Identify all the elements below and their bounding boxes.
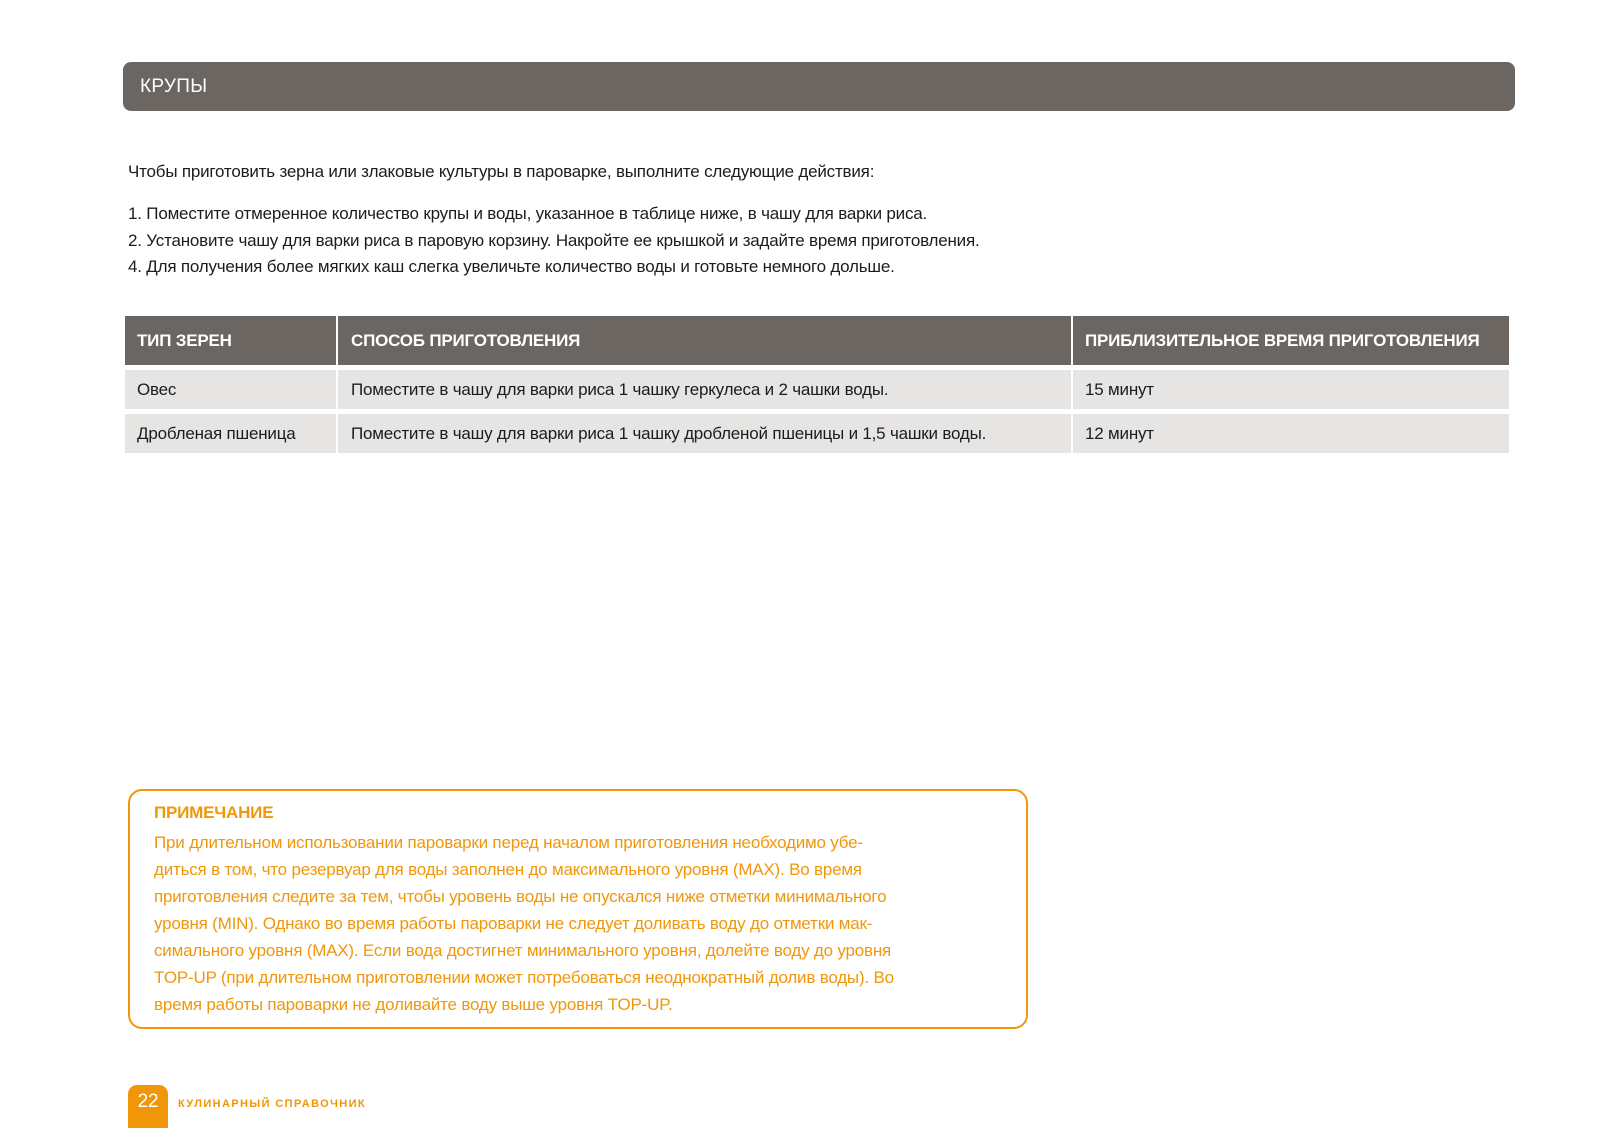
table-header-method: СПОСОБ ПРИГОТОВЛЕНИЯ (338, 316, 1071, 365)
note-text-line: симального уровня (MAX). Если вода достигнет минимального уровня, долейте воду до уровня (154, 941, 892, 960)
note-text-line: TOP-UP (при длительном приготовлении может потребоваться неоднократный долив воды). Во (154, 968, 894, 987)
table-cell-method: Поместите в чашу для варки риса 1 чашку дробленой пшеницы и 1,5 чашки воды. (338, 414, 1071, 453)
page-number: 22 (137, 1091, 159, 1112)
instruction-steps (128, 201, 980, 281)
page-number-tab (128, 1085, 168, 1128)
table-cell-grain: Дробленая пшеница (125, 414, 336, 453)
note-text-line: приготовления следите за тем, чтобы уровень воды не опускался ниже отметки минимального (154, 887, 887, 906)
note-text-line: уровня (MIN). Однако во время работы пароварки не следует доливать воду до отметки мак- (154, 914, 873, 933)
instruction-step: 4. Для получения более мягких каш слегка увеличьте количество воды и готовьте немного дольше. (128, 257, 895, 276)
grains-table (125, 316, 1509, 453)
note-text-line: диться в том, что резервуар для воды заполнен до максимального уровня (MAX). Во время (154, 860, 862, 879)
table-cell-time: 15 минут (1073, 370, 1509, 409)
table-cell-method: Поместите в чашу для варки риса 1 чашку геркулеса и 2 чашки воды. (338, 370, 1071, 409)
section-header-bar (123, 62, 1515, 111)
table-cell-time: 12 минут (1073, 414, 1509, 453)
note-box (128, 789, 1028, 1029)
table-header-grain-type: ТИП ЗЕРЕН (125, 316, 336, 365)
instruction-step: 1. Поместите отмеренное количество крупы и воды, указанное в таблице ниже, в чашу для варки риса. (128, 204, 928, 223)
note-title: ПРИМЕЧАНИЕ (154, 803, 274, 822)
table-cell-grain: Овес (125, 370, 336, 409)
section-title: КРУПЫ (140, 75, 208, 97)
instruction-step: 2. Установите чашу для варки риса в паровую корзину. Накройте ее крышкой и задайте время приготовления. (128, 230, 980, 250)
intro-paragraph: Чтобы приготовить зерна или злаковые культуры в пароварке, выполните следующие действия: (128, 162, 875, 181)
footer-label: КУЛИНАРНЫЙ СПРАВОЧНИК (178, 1098, 367, 1110)
table-header-time: ПРИБЛИЗИТЕЛЬНОЕ ВРЕМЯ ПРИГОТОВЛЕНИЯ (1073, 316, 1509, 365)
note-text-line: При длительном использовании пароварки перед началом приготовления необходимо убе- (154, 833, 863, 852)
note-text-line: время работы пароварки не доливайте воду выше уровня TOP-UP. (154, 995, 673, 1014)
